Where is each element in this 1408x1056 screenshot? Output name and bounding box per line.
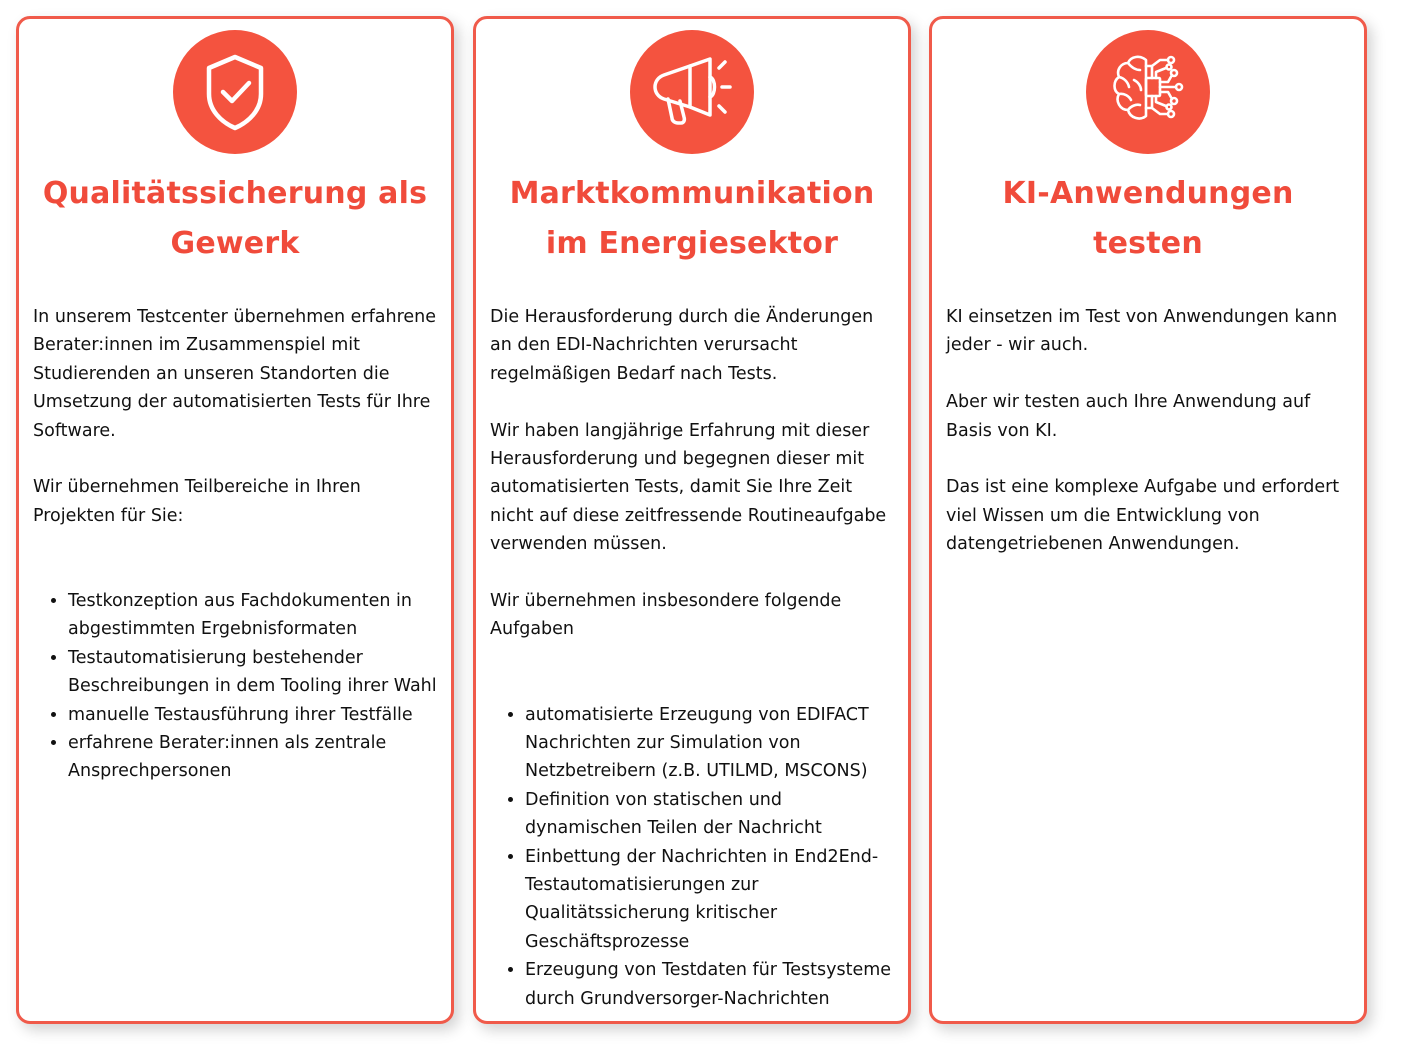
card-paragraph: Aber wir testen auch Ihre Anwendung auf Basis von KI. bbox=[946, 392, 1311, 441]
megaphone-icon bbox=[630, 30, 754, 154]
service-card-market-communication bbox=[473, 16, 911, 1024]
service-card-quality-assurance bbox=[16, 16, 454, 1024]
card-paragraph: Wir übernehmen insbesondere folgende Aufgaben bbox=[490, 591, 842, 640]
card-paragraph: Die Herausforderung durch die Änderungen an den EDI-Nachrichten verursacht regelmäßigen Bedarf nach Tests. bbox=[490, 307, 874, 384]
card-title: Qualitätssicherung als Gewerk bbox=[42, 176, 428, 261]
list-item: • manuelle Testausführung ihrer Testfälle bbox=[68, 701, 439, 729]
card-body bbox=[946, 303, 1352, 587]
card-paragraph: Wir übernehmen Teilbereiche in Ihren Projekten für Sie: bbox=[33, 477, 361, 526]
card-body bbox=[33, 303, 439, 786]
list-item: • erfahrene Berater:innen als zentrale Ansprechpersonen bbox=[68, 729, 439, 786]
card-title: Marktkommunikation im Energiesektor bbox=[509, 176, 875, 261]
ai-brain-circuit-icon bbox=[1086, 30, 1210, 154]
list-item: • automatisierte Erzeugung von EDIFACT Nachrichten zur Simulation von Netzbetreibern (z.B. UTILMD, MSCONS) bbox=[525, 701, 896, 786]
card-paragraph: In unserem Testcenter übernehmen erfahrene Berater:innen im Zusammenspiel mit Studierenden an unseren Standorten die Umsetzung der automatisierten Tests für Ihre Software. bbox=[33, 307, 437, 441]
service-card-ai-testing bbox=[929, 16, 1367, 1024]
card-paragraph: KI einsetzen im Test von Anwendungen kann jeder - wir auch. bbox=[946, 307, 1338, 356]
list-item: • Testautomatisierung bestehender Beschreibungen in dem Tooling ihrer Wahl bbox=[68, 644, 439, 701]
list-item: • Definition von statischen und dynamischen Teilen der Nachricht bbox=[525, 786, 896, 843]
list-item: • Testkonzeption aus Fachdokumenten in abgestimmten Ergebnisformaten bbox=[68, 587, 439, 644]
shield-check-icon bbox=[173, 30, 297, 154]
card-bullet-list bbox=[33, 587, 439, 786]
card-paragraph: Wir haben langjährige Erfahrung mit dieser Herausforderung und begegnen dieser mit automatisierten Tests, damit Sie Ihre Zeit nicht auf diese zeitfressende Routineaufgabe verwenden müssen. bbox=[490, 420, 887, 555]
card-title: KI-Anwendungen testen bbox=[1002, 176, 1294, 261]
card-bullet-list bbox=[490, 701, 896, 1013]
list-item: • Einbettung der Nachrichten in End2End-Testautomatisierungen zur Qualitätssicherung kritischer Geschäftsprozesse bbox=[525, 843, 896, 957]
card-paragraph: Das ist eine komplexe Aufgabe und erfordert viel Wissen um die Entwicklung von datengetriebenen Anwendungen. bbox=[946, 477, 1340, 555]
list-item: • Erzeugung von Testdaten für Testsysteme durch Grundversorger-Nachrichten bbox=[525, 956, 896, 1013]
card-body bbox=[490, 303, 896, 1013]
